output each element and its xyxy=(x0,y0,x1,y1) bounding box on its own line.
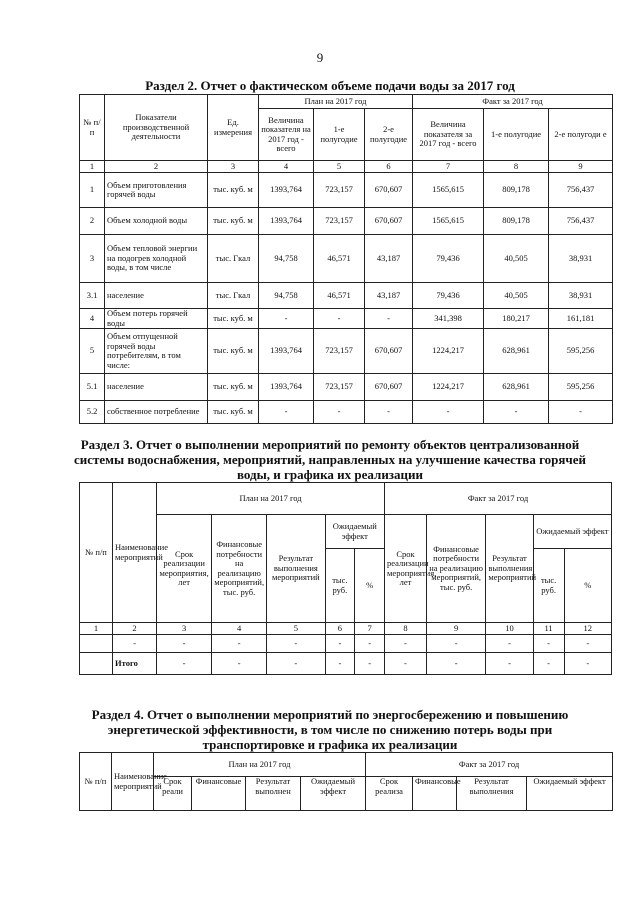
s2-colnum: 8 xyxy=(484,161,549,173)
row-name: Объем отпущенной горячей воды потребителям, в том числе: xyxy=(105,329,208,374)
s3-colnum: 6 xyxy=(325,623,355,635)
row-fact-h1: - xyxy=(484,401,549,424)
s3-colnum: 8 xyxy=(385,623,427,635)
s2-colnum: 7 xyxy=(413,161,484,173)
s2-header-indicator: Показатели производственной деятельности xyxy=(105,95,208,161)
section2-title: Раздел 2. Отчет о фактическом объеме подачи воды за 2017 год xyxy=(145,78,515,93)
s3-colnum: 9 xyxy=(426,623,485,635)
cell: - xyxy=(325,653,355,675)
row-fact-h1: 40,505 xyxy=(484,283,549,309)
cell: - xyxy=(426,635,485,653)
row-fact-h2: 38,931 xyxy=(549,283,613,309)
row-fact-h2: - xyxy=(549,401,613,424)
s3-colnum: 5 xyxy=(267,623,325,635)
row-num: 1 xyxy=(80,173,105,208)
row-unit: тыс. куб. м xyxy=(208,374,259,401)
row-unit: тыс. куб. м xyxy=(208,208,259,235)
row-unit: тыс. Гкал xyxy=(208,283,259,309)
row-plan-h1: 723,157 xyxy=(314,374,365,401)
row-fact-value: 1224,217 xyxy=(413,374,484,401)
cell: - xyxy=(355,653,385,675)
row-fact-h1: 180,217 xyxy=(484,309,549,329)
row-num: 3 xyxy=(80,235,105,283)
cell: - xyxy=(533,653,564,675)
section3-table xyxy=(79,482,612,675)
s4-header-plan: План на 2017 год xyxy=(154,753,366,777)
table-row xyxy=(80,401,613,424)
cell: - xyxy=(564,635,611,653)
s3-header-fact: Факт за 2017 год xyxy=(385,483,612,515)
row-num: 5.2 xyxy=(80,401,105,424)
table-row xyxy=(80,635,612,653)
row-plan-h2: 43,187 xyxy=(365,283,413,309)
row-name: население xyxy=(105,283,208,309)
cell: - xyxy=(325,635,355,653)
row-plan-h1: - xyxy=(314,309,365,329)
row-plan-h1: 723,157 xyxy=(314,329,365,374)
s3-header-fact-rub: тыс. руб. xyxy=(533,549,564,623)
s2-colnum: 1 xyxy=(80,161,105,173)
row-plan-value: 1393,764 xyxy=(259,374,314,401)
section2-table xyxy=(79,94,613,424)
row-plan-h2: - xyxy=(365,309,413,329)
cell: - xyxy=(564,653,611,675)
s4-header-fact: Факт за 2017 год xyxy=(366,753,613,777)
row-fact-h2: 756,437 xyxy=(549,173,613,208)
s3-header-fact-effect: Ожидаемый эффект xyxy=(533,515,611,549)
row-unit: тыс. куб. м xyxy=(208,329,259,374)
cell: - xyxy=(385,635,427,653)
s3-header-num: № п/п xyxy=(80,483,113,623)
row-unit: тыс. куб. м xyxy=(208,401,259,424)
row-name: собственное потребление xyxy=(105,401,208,424)
s2-colnum: 3 xyxy=(208,161,259,173)
row-plan-h2: - xyxy=(365,401,413,424)
cell: - xyxy=(533,635,564,653)
row-plan-value: 1393,764 xyxy=(259,208,314,235)
row-num: 5.1 xyxy=(80,374,105,401)
row-fact-value: 1565,615 xyxy=(413,208,484,235)
s3-header-fact-result: Результат выполнения мероприятий xyxy=(486,515,533,623)
table-row xyxy=(80,208,613,235)
row-plan-h1: 723,157 xyxy=(314,173,365,208)
s3-colnum: 1 xyxy=(80,623,113,635)
row-plan-h2: 670,607 xyxy=(365,374,413,401)
s2-colnum: 9 xyxy=(549,161,613,173)
s2-colnum: 4 xyxy=(259,161,314,173)
s2-header-fact-value: Величина показателя за 2017 год - всего xyxy=(413,109,484,161)
row-fact-h1: 40,505 xyxy=(484,235,549,283)
s3-header-plan-fin: Финансовые потребности на реализацию мероприятий, тыс. руб. xyxy=(212,515,267,623)
s3-colnum: 4 xyxy=(212,623,267,635)
s2-header-fact-h1: 1-е полугодие xyxy=(484,109,549,161)
s3-header-fact-pct: % xyxy=(564,549,611,623)
s4-header-plan-term: Срок реали xyxy=(154,777,192,811)
row-num: 3.1 xyxy=(80,283,105,309)
s3-header-plan-term: Срок реализации мероприятия, лет xyxy=(157,515,212,623)
table-row xyxy=(80,283,613,309)
table-row xyxy=(80,309,613,329)
row-fact-h1: 809,178 xyxy=(484,173,549,208)
s2-colnum: 2 xyxy=(105,161,208,173)
cell: - xyxy=(157,635,212,653)
row-plan-h1: 723,157 xyxy=(314,208,365,235)
s4-header-plan-effect: Ожидаемый эффект xyxy=(301,777,366,811)
row-unit: тыс. куб. м xyxy=(208,309,259,329)
cell: - xyxy=(355,635,385,653)
row-name: Объем холодной воды xyxy=(105,208,208,235)
s2-header-num: № п/п xyxy=(80,95,105,161)
row-name: Объем потерь горячей воды xyxy=(105,309,208,329)
row-plan-value: 94,758 xyxy=(259,283,314,309)
s2-header-plan: План на 2017 год xyxy=(259,95,413,109)
s4-header-fact-term: Срок реализа xyxy=(366,777,413,811)
s2-header-plan-h1: 1-е полугодие xyxy=(314,109,365,161)
s3-column-numbers xyxy=(80,623,612,635)
row-fact-value: 79,436 xyxy=(413,235,484,283)
row-plan-h1: 46,571 xyxy=(314,283,365,309)
row-plan-h1: 46,571 xyxy=(314,235,365,283)
s2-header-plan-h2: 2-е полугодие xyxy=(365,109,413,161)
row-plan-value: - xyxy=(259,401,314,424)
s3-colnum: 3 xyxy=(157,623,212,635)
table-row xyxy=(80,235,613,283)
section4-title: Раздел 4. Отчет о выполнении мероприятий по энергосбережению и повышению энергетической эффективности, в том числе по снижению потерь воды при транспортировке и графика их реализации xyxy=(91,707,569,752)
s2-colnum: 6 xyxy=(365,161,413,173)
row-fact-value: 1565,615 xyxy=(413,173,484,208)
row-fact-h2: 161,181 xyxy=(549,309,613,329)
row-plan-h2: 43,187 xyxy=(365,235,413,283)
table-row xyxy=(80,374,613,401)
s3-header-plan-rub: тыс. руб. xyxy=(325,549,355,623)
cell: - xyxy=(486,635,533,653)
cell xyxy=(80,653,113,675)
row-num: 5 xyxy=(80,329,105,374)
s2-header-plan-value: Величина показателя на 2017 год - всего xyxy=(259,109,314,161)
row-plan-h1: - xyxy=(314,401,365,424)
s3-header-fact-fin: Финансовые потребности на реализацию мероприятий, тыс. руб. xyxy=(426,515,485,623)
row-fact-value: 341,398 xyxy=(413,309,484,329)
s3-header-name: Наименование мероприятий xyxy=(113,483,157,623)
table-row xyxy=(80,329,613,374)
cell: - xyxy=(267,635,325,653)
section4-table xyxy=(79,752,613,811)
row-fact-h2: 756,437 xyxy=(549,208,613,235)
s3-colnum: 10 xyxy=(486,623,533,635)
s3-header-fact-term: Срок реализации мероприятия, лет xyxy=(385,515,427,623)
cell: - xyxy=(426,653,485,675)
cell: - xyxy=(157,653,212,675)
cell: - xyxy=(486,653,533,675)
s4-header-plan-result: Результат выполнен xyxy=(246,777,301,811)
row-name: Объем приготовления горячей воды xyxy=(105,173,208,208)
cell: - xyxy=(113,635,157,653)
row-plan-value: 1393,764 xyxy=(259,329,314,374)
row-plan-h2: 670,607 xyxy=(365,329,413,374)
row-fact-value: 79,436 xyxy=(413,283,484,309)
row-fact-h2: 38,931 xyxy=(549,235,613,283)
s2-column-numbers xyxy=(80,161,613,173)
row-fact-h1: 628,961 xyxy=(484,329,549,374)
row-fact-value: 1224,217 xyxy=(413,329,484,374)
table-row xyxy=(80,173,613,208)
row-unit: тыс. куб. м xyxy=(208,173,259,208)
row-fact-value: - xyxy=(413,401,484,424)
cell: - xyxy=(267,653,325,675)
row-fact-h1: 809,178 xyxy=(484,208,549,235)
s3-header-plan-effect: Ожидаемый эффект xyxy=(325,515,385,549)
s3-colnum: 2 xyxy=(113,623,157,635)
row-fact-h2: 595,256 xyxy=(549,374,613,401)
section3-title: Раздел 3. Отчет о выполнении мероприятий по ремонту объектов централизованной системы водоснабжения, мероприятий, направленных на улучшение качества горячей воды, и графика их реализации xyxy=(73,437,587,482)
s2-header-unit: Ед. измерения xyxy=(208,95,259,161)
s3-header-plan: План на 2017 год xyxy=(157,483,385,515)
s3-colnum: 7 xyxy=(355,623,385,635)
cell: - xyxy=(212,635,267,653)
s4-header-plan-fin: Финансовые xyxy=(192,777,246,811)
cell xyxy=(80,635,113,653)
s3-header-plan-result: Результат выполнения мероприятий xyxy=(267,515,325,623)
row-name: Объем тепловой энергии на подогрев холодной воды, в том числе xyxy=(105,235,208,283)
row-unit: тыс. Гкал xyxy=(208,235,259,283)
cell: - xyxy=(212,653,267,675)
s4-header-name: Наименование мероприятий xyxy=(112,753,154,811)
table-row xyxy=(80,653,612,675)
s2-colnum: 5 xyxy=(314,161,365,173)
s3-colnum: 11 xyxy=(533,623,564,635)
s4-header-num: № п/п xyxy=(80,753,112,811)
cell: - xyxy=(385,653,427,675)
s3-colnum: 12 xyxy=(564,623,611,635)
s2-header-fact-h2: 2-е полугоди е xyxy=(549,109,613,161)
row-plan-value: 94,758 xyxy=(259,235,314,283)
row-num: 2 xyxy=(80,208,105,235)
s4-header-fact-fin: Финансовые xyxy=(413,777,457,811)
page-number: 9 xyxy=(316,50,324,65)
row-fact-h1: 628,961 xyxy=(484,374,549,401)
row-plan-h2: 670,607 xyxy=(365,173,413,208)
row-name: население xyxy=(105,374,208,401)
row-plan-value: - xyxy=(259,309,314,329)
row-plan-h2: 670,607 xyxy=(365,208,413,235)
s4-header-fact-effect: Ожидаемый эффект xyxy=(527,777,613,811)
s3-header-plan-pct: % xyxy=(355,549,385,623)
s4-header-fact-result: Результат выполнения xyxy=(457,777,527,811)
row-plan-value: 1393,764 xyxy=(259,173,314,208)
row-num: 4 xyxy=(80,309,105,329)
row-fact-h2: 595,256 xyxy=(549,329,613,374)
s2-header-fact: Факт за 2017 год xyxy=(413,95,613,109)
total-label: Итого xyxy=(113,653,157,675)
